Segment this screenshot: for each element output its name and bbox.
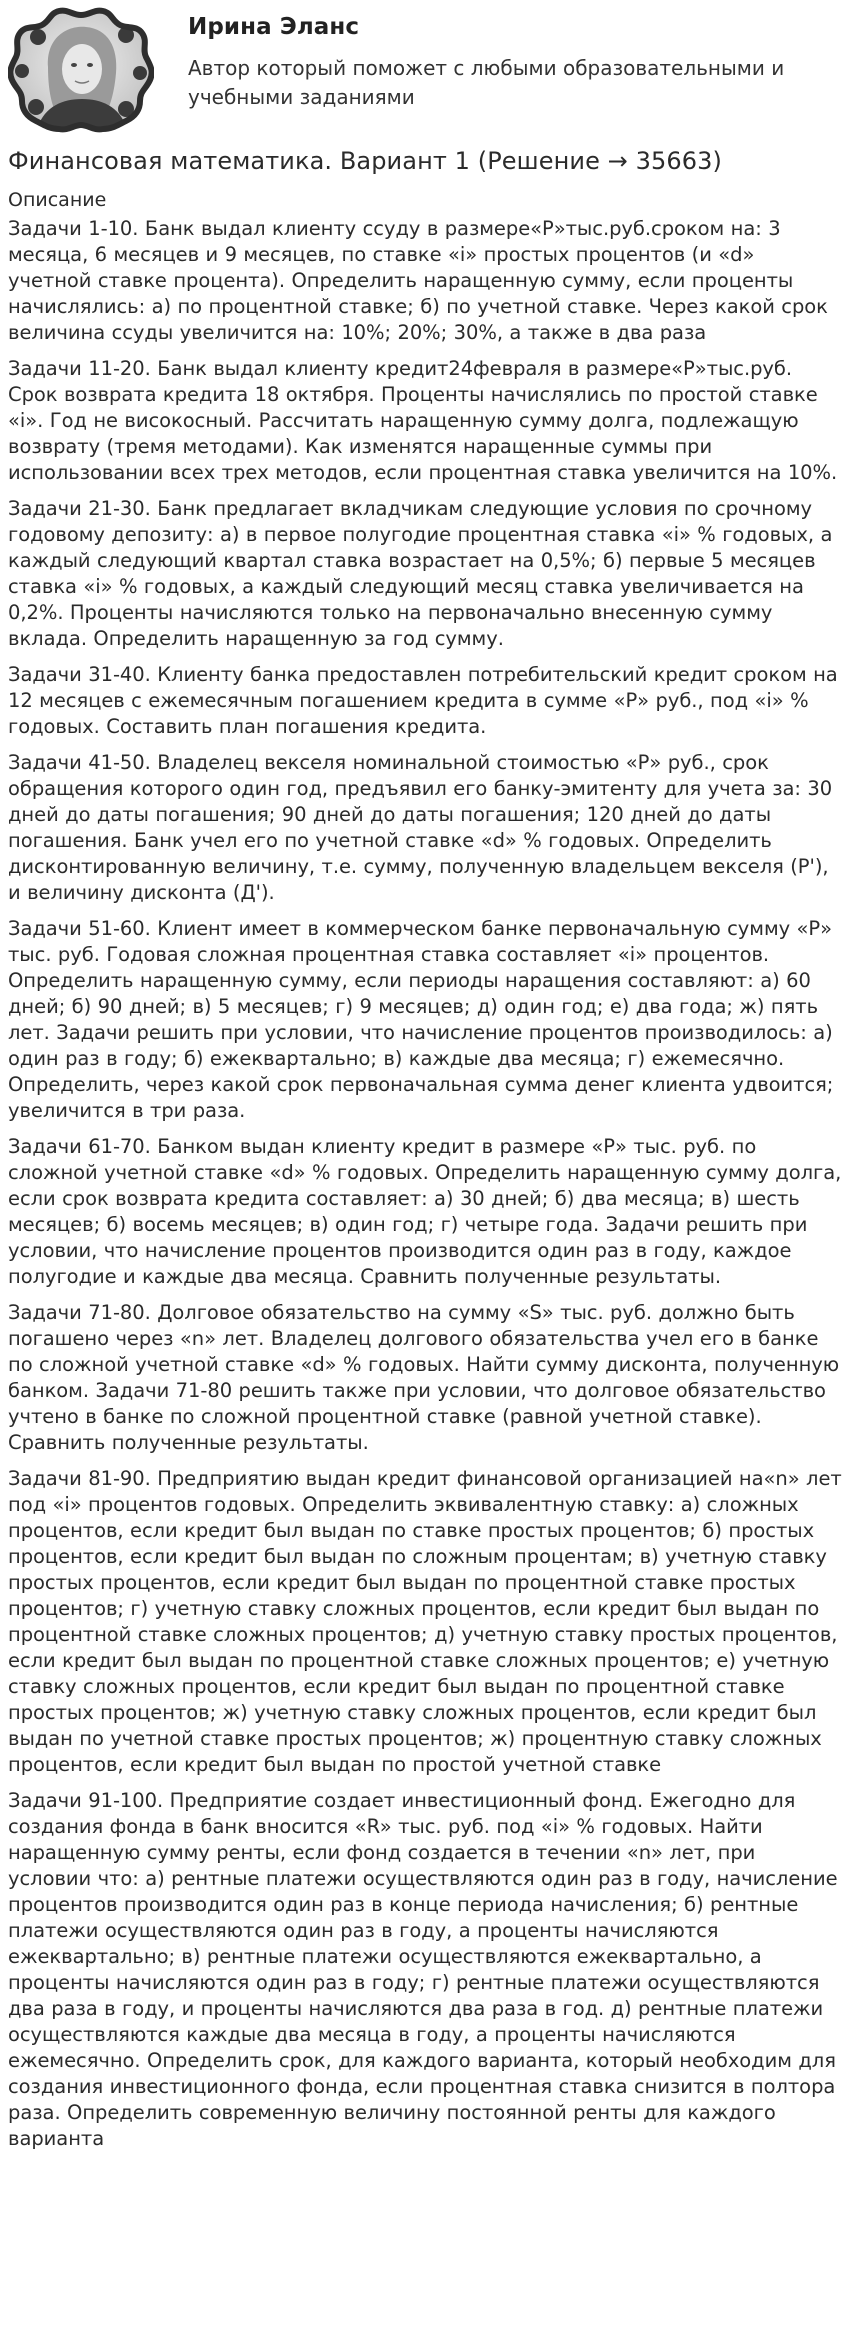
task-paragraph: Задачи 61-70. Банком выдан клиенту кредит в размере «Р» тыс. руб. по сложной учетной ставке «d» % годовых. Определить наращенную сумму долга, если срок возврата кредита составляет: а) 30 дней; б) два месяца; в) шесть месяцев; б) восемь месяцев; в) один год; г) четыре года. Задачи решить при условии, что начисление процентов производится один раз в году, каждое полугодие и каждые два месяца. Сравнить полученные результаты.: [8, 1135, 842, 1288]
task-paragraph: Задачи 31-40. Клиенту банка предоставлен потребительский кредит сроком на 12 месяцев с ежемесячным погашением кредита в сумме «Р» руб., под «i» % годовых. Составить план погашения кредита.: [8, 663, 838, 738]
task-paragraph: Задачи 71-80. Долговое обязательство на сумму «S» тыс. руб. должно быть погашено через «n» лет. Владелец долгового обязательства учел его в банке по сложной учетной ставке «d» % годовых. Найти сумму дисконта, полученную банком. Задачи 71-80 решить также при условии, что долговое обязательство учтено в банке по сложной процентной ставке (равной учетной ставке). Сравнить полученные результаты.: [8, 1301, 840, 1454]
task-paragraph: Задачи 41-50. Владелец векселя номинальной стоимостью «Р» руб., срок обращения которого один год, предъявил его банку-эмитенту для учета за: 30 дней до даты погашения; 90 дней до даты погашения; 120 дней до даты погашения. Банк учел его по учетной ставке «d» % годовых. Определить дисконтированную величину, т.е. сумму, полученную владельцем векселя (Р'), и величину дисконта (Д').: [8, 751, 833, 904]
avatar[interactable]: [8, 7, 154, 133]
task-paragraph: Задачи 1-10. Банк выдал клиенту ссуду в размере«Р»тыс.руб.сроком на: 3 месяца, 6 месяцев и 9 месяцев, по ставке «i» простых процентов (и «d» учетной ставке процента). Определить наращенную сумму, если проценты начислялись: а) по процентной ставке; б) по учетной ставке. Через какой срок величина ссуды увеличится на: 10%; 20%; 30%, а также в два раза: [8, 217, 828, 344]
task-paragraph: Задачи 11-20. Банк выдал клиенту кредит24февраля в размере«Р»тыс.руб. Срок возврата кредита 18 октября. Проценты начислялись по простой ставке «i». Год не високосный. Рассчитать наращенную сумму долга, подлежащую возврату (тремя методами). Как изменятся наращенные суммы при использовании всех трех методов, если процентная ставка увеличится на 10%.: [8, 357, 838, 484]
description-label: Описание: [8, 189, 107, 211]
task-paragraph: Задачи 81-90. Предприятию выдан кредит финансовой организацией на«n» лет под «i» процентов годовых. Определить эквивалентную ставку: а) сложных процентов, если кредит был выдан по ставке простых процентов; б) простых процентов, если кредит был выдан по сложным процентам; в) учетную ставку простых процентов, если кредит был выдан по процентной ставке простых процентов; г) учетную ставку сложных процентов, если кредит был выдан по процентной ставке сложных процентов; д) учетную ставку простых процентов, если кредит был выдан по процентной ставке сложных процентов; е) учетную ставку сложных процентов, если кредит был выдан по процентной ставке простых процентов; ж) учетную ставку сложных процентов, если кредит был выдан по учетной ставке простых процентов; ж) процентную ставку сложных процентов, если кредит был выдан по простой учетной ставке: [8, 1467, 842, 1776]
task-list: [8, 216, 842, 2152]
author-block: [8, 0, 839, 138]
task-paragraph: Задачи 91-100. Предприятие создает инвестиционный фонд. Ежегодно для создания фонда в банк вносится «R» тыс. руб. под «i» % годовых. Найти наращенную сумму ренты, если фонд создается в течении «n» лет, при условии что: а) рентные платежи осуществляются один раз в году, начисление процентов производится один раз в конце периода начисления; б) рентные платежи осуществляются один раз в году, а проценты начисляются ежеквартально; в) рентные платежи осуществляются ежеквартально, а проценты начисляются один раз в году; г) рентные платежи осуществляются два раза в году, и проценты начисляются два раза в год. д) рентные платежи осуществляются каждые два месяца в году, а проценты начисляются ежемесячно. Определить срок, для каждого варианта, который необходим для создания инвестиционного фонда, если процентная ставка снизится в полтора раза. Определить современную величину постоянной ренты для каждого варианта: [8, 1789, 838, 2150]
author-name[interactable]: Ирина Эланс: [188, 14, 360, 40]
page-title: Финансовая математика. Вариант 1 (Решение → 35663): [8, 147, 722, 175]
avatar-photo-frame: [8, 7, 154, 133]
task-paragraph: Задачи 21-30. Банк предлагает вкладчикам следующие условия по срочному годовому депозиту: а) в первое полугодие процентная ставка «i» % годовых, а каждый следующий квартал ставка возрастает на 0,5%; б) первые 5 месяцев ставка «i» % годовых, а каждый следующий месяц ставка увеличивается на 0,2%. Проценты начисляются только на первоначально внесенную сумму вклада. Определить наращенную за год сумму.: [8, 497, 833, 650]
task-paragraph: Задачи 51-60. Клиент имеет в коммерческом банке первоначальную сумму «Р» тыс. руб. Годовая сложная процентная ставка составляет «i» процентов. Определить наращенную сумму, если периоды наращения составляют: а) 60 дней; б) 90 дней; в) 5 месяцев; г) 9 месяцев; д) один год; е) два года; ж) пять лет. Задачи решить при условии, что начисление процентов производилось: а) один раз в году; б) ежеквартально; в) каждые два месяца; г) ежемесячно. Определить, через какой срок первоначальная сумма денег клиента удвоится; увеличится в три раза.: [8, 917, 834, 1122]
author-description: Автор который поможет с любыми образовательными и учебными заданиями: [188, 56, 785, 109]
author-info: [188, 7, 788, 112]
